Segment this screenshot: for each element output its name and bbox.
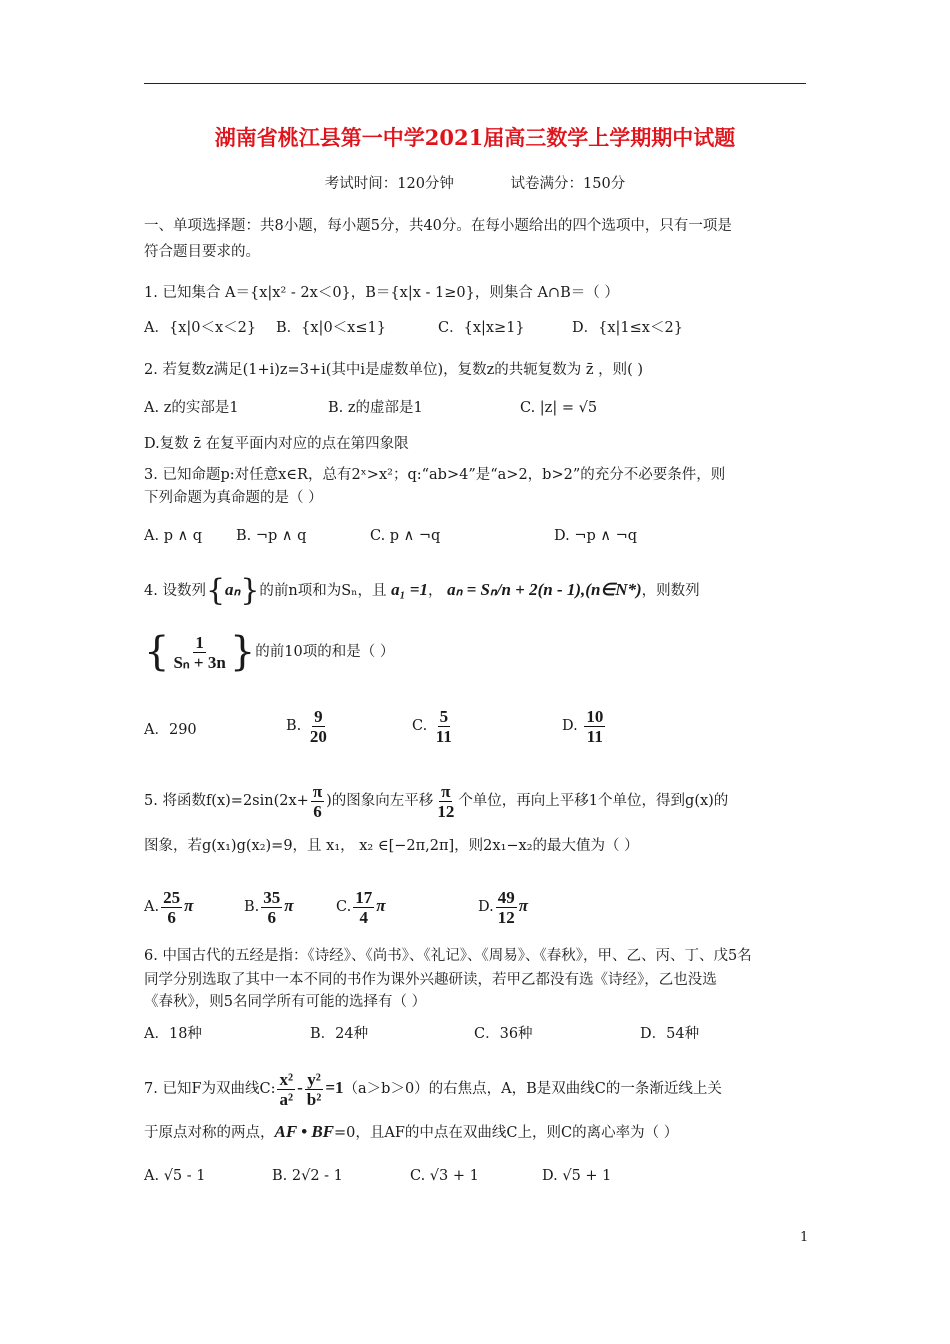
page-number: 1: [800, 1230, 809, 1245]
q7-option-c: C. √3 + 1: [410, 1168, 479, 1184]
q5-b-label: B.: [244, 899, 260, 915]
q3-option-b: B. ¬p ∧ q: [236, 528, 307, 544]
q3-option-d: D. ¬p ∧ ¬q: [554, 528, 638, 544]
q7-minus: -: [297, 1078, 303, 1097]
q5-text-2: )的图象向左平移: [326, 793, 434, 809]
q4-cond1: a₁ =1: [391, 580, 428, 599]
q7-f1-num: x²: [279, 1069, 294, 1089]
q5-a-frac: [161, 888, 182, 927]
q5-c-label: C.: [336, 899, 352, 915]
q4-option-a-label: A．: [144, 722, 169, 738]
q7-stem-line1: [144, 1066, 722, 1111]
q4-option-d-frac: [584, 707, 605, 746]
q5-a-label: A.: [144, 899, 160, 915]
q3-stem-line1: 3. 已知命题p:对任意x∈R，总有2ˣ>x²；q:“ab>4”是“a>2，b>2”的充分不必要条件，则: [144, 467, 726, 483]
q5-f1-num: π: [312, 781, 323, 801]
section-heading-line1: 一、单项选择题：共8小题，每小题5分，共40分。在每小题给出的四个选项中，只有一项是: [144, 218, 732, 234]
q6-stem-line3: 《春秋》，则5名同学所有可能的选择有（ ）: [144, 994, 427, 1010]
q5-d-pi: π: [518, 896, 528, 915]
q5-d-frac: [496, 888, 517, 927]
q4-b-den: 20: [309, 726, 327, 746]
page-title: 湖南省桃江县第一中学2021届高三数学上学期期中试题: [214, 125, 736, 150]
q7-text-2: （a＞b＞0）的右焦点，A，B是双曲线C的一条渐近线上关: [343, 1081, 722, 1097]
q1-option-a: A．{x|0＜x＜2}: [144, 320, 257, 336]
q5-a-pi: π: [184, 896, 194, 915]
q1-option-c: C．{x|x≥1}: [438, 320, 525, 336]
q1-stem: 1. 已知集合 A＝{x|x² - 2x＜0}，B＝{x|x - 1≥0}，则集合 A∩B＝（ ）: [144, 285, 619, 301]
q4-option-c-label: C.: [412, 718, 428, 734]
q4-fraction: [171, 633, 227, 672]
exam-time: 考试时间：120分钟: [324, 176, 454, 192]
q5-text-3: 个单位，再向上平移1个单位，得到g(x)的: [458, 793, 729, 809]
q5-a-den: 6: [167, 907, 176, 927]
exam-score: 试卷满分：150分: [510, 176, 626, 192]
q4-stem-line1: 4. 设数列{aₙ}的前n项和为Sₙ，且 a₁ =1， aₙ = Sₙ/n + 2(n - 1),(n∈N*)，则数列: [144, 573, 700, 608]
q5-d-label: D.: [478, 899, 494, 915]
q5-c-frac: [353, 888, 374, 927]
q6-stem-line2: 同学分别选取了其中一本不同的书作为课外兴趣研读，若甲乙都没有选《诗经》，乙也没选: [144, 972, 717, 988]
q7-vector-product: AF • BF: [274, 1122, 334, 1141]
q7-f1-den: a²: [279, 1089, 294, 1109]
q6-option-d: D．54种: [640, 1026, 700, 1042]
q6-option-b: B．24种: [310, 1026, 369, 1042]
q5-frac2: [435, 782, 456, 821]
q5-d-den: 12: [497, 907, 515, 927]
q4-text-1: 4. 设数列: [144, 583, 206, 599]
q5-option-c: [336, 884, 385, 929]
q4-frac-den: Sₙ + 3n: [173, 652, 226, 672]
exam-info: [0, 172, 950, 193]
q5-option-b: [244, 884, 294, 929]
q7-f2-den: b²: [306, 1089, 322, 1109]
q4-cond2: aₙ = Sₙ/n + 2(n - 1),(n∈N*): [447, 580, 642, 599]
q7-option-a: A. √5 - 1: [144, 1168, 206, 1184]
q2-option-b: B. z的虚部是1: [328, 400, 423, 416]
q4-d-num: 10: [586, 706, 604, 726]
q5-a-num: 25: [163, 887, 181, 907]
q7-eq: =1: [325, 1078, 344, 1097]
q4-c-den: 11: [435, 726, 452, 746]
q4-brace-open: {: [205, 573, 226, 608]
q4-seq: aₙ: [225, 580, 241, 599]
q5-b-den: 6: [267, 907, 277, 927]
q4-brace2-open: {: [144, 629, 170, 675]
q4-option-a-value: 290: [168, 722, 197, 738]
q5-c-pi: π: [376, 896, 386, 915]
q5-f2-num: π: [441, 781, 451, 801]
q4-option-d: [562, 706, 607, 746]
q7-frac1: [277, 1070, 295, 1109]
q4-option-c: [412, 706, 456, 746]
q4-stem-line2: [144, 628, 394, 676]
q1-option-d: D．{x|1≤x＜2}: [572, 320, 683, 336]
q5-stem-line1: [144, 780, 728, 822]
q5-b-pi: π: [284, 896, 294, 915]
q2-option-d: D.复数 z̄ 在复平面内对应的点在第四象限: [144, 436, 409, 452]
q4-c-num: 5: [439, 706, 449, 726]
q4-d-den: 11: [586, 726, 603, 746]
q5-f1-den: 6: [313, 801, 322, 821]
q4-brace-close: }: [240, 573, 260, 608]
q5-stem-line2: 图象，若g(x₁)g(x₂)=9，且 x₁， x₂ ∈[−2π,2π]，则2x₁−x₂的最大值为（ ）: [144, 838, 639, 854]
q7-option-d: D. √5 + 1: [542, 1168, 612, 1184]
q7-text-1: 7. 已知F为双曲线C:: [144, 1081, 276, 1097]
q2-option-a: A. z的实部是1: [144, 400, 239, 416]
q3-option-a: A. p ∧ q: [144, 528, 203, 544]
q3-stem-line2: 下列命题为真命题的是（ ）: [144, 490, 323, 506]
q5-c-num: 17: [355, 887, 373, 907]
q2-option-c: C. |z| = √5: [520, 400, 598, 416]
q3-option-c: C. p ∧ ¬q: [370, 528, 441, 544]
header-rule: [144, 83, 806, 84]
q7-text-3: 于原点对称的两点，: [144, 1125, 275, 1141]
q4-text-3: ，则数列: [641, 583, 700, 599]
q7-stem-line2: [144, 1120, 678, 1145]
q4-option-b-label: B.: [286, 718, 302, 734]
q5-f2-den: 12: [437, 801, 455, 821]
q4-frac-num: 1: [195, 632, 204, 652]
q4-brace2-close: }: [229, 629, 256, 675]
q5-b-frac: [261, 888, 282, 927]
q4-options: [144, 710, 197, 750]
q5-option-a: [144, 884, 193, 929]
q7-f2-num: y²: [307, 1069, 321, 1089]
q6-stem-line1: 6. 中国古代的五经是指：《诗经》、《尚书》、《礼记》、《周易》、《春秋》，甲、乙、丙、丁、戊5名: [144, 948, 752, 964]
q5-frac1: [311, 782, 324, 821]
q5-c-den: 4: [359, 907, 368, 927]
q1-option-b: B．{x|0＜x≤1}: [276, 320, 386, 336]
q5-b-num: 35: [263, 887, 281, 907]
q5-text-1: 5. 将函数f(x)=2sin(2x+: [144, 793, 309, 809]
q4-option-b-frac: [308, 707, 329, 746]
q7-option-b: B. 2√2 - 1: [272, 1168, 343, 1184]
q4-b-num: 9: [314, 706, 323, 726]
q4-text-4: 的前10项的和是（ ）: [255, 644, 395, 660]
q7-frac2: [305, 1070, 324, 1109]
q4-option-c-frac: [434, 707, 454, 746]
q4-option-d-label: D.: [562, 718, 578, 734]
q6-option-a: A．18种: [144, 1026, 202, 1042]
q7-text-4: =0，且AF的中点在双曲线C上，则C的离心率为（ ）: [334, 1125, 679, 1141]
q4-option-b: [286, 706, 331, 746]
q5-option-d: [478, 884, 528, 929]
q5-d-num: 49: [497, 887, 515, 907]
section-heading-line2: 符合题目要求的。: [144, 244, 260, 260]
q4-text-2: 的前n项和为Sₙ，且: [259, 583, 387, 599]
q6-option-c: C．36种: [474, 1026, 533, 1042]
q2-stem: 2. 若复数z满足(1+i)z=3+i(其中i是虚数单位)，复数z的共轭复数为 z̄ ，则( ): [144, 362, 644, 378]
